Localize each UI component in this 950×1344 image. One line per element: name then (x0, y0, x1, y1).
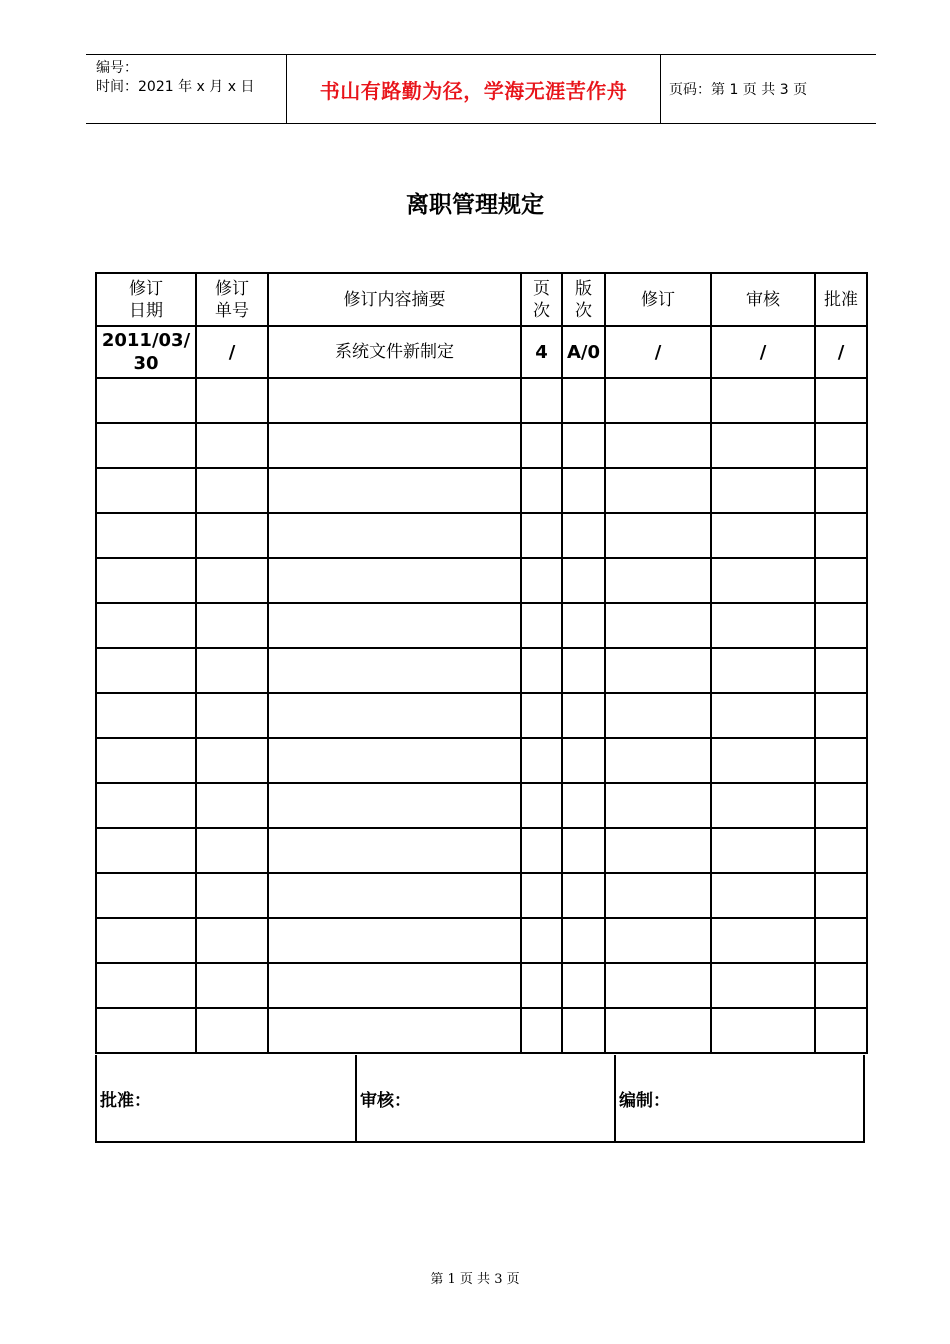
header-divider (660, 55, 661, 123)
cell-approved-by (815, 378, 867, 423)
approval-box (95, 1055, 865, 1143)
cell-approved-by (815, 963, 867, 1008)
cell-pages (521, 1008, 562, 1053)
cell-date (96, 963, 196, 1008)
cell-text: 2011/03/ (101, 330, 191, 351)
table-row (96, 693, 867, 738)
header-meta (96, 59, 286, 97)
cell-version (562, 1008, 605, 1053)
cell-approved-by (815, 738, 867, 783)
cell-order-no: / (196, 326, 268, 378)
cell-order-no (196, 468, 268, 513)
cell-pages (521, 423, 562, 468)
cell-summary (268, 648, 521, 693)
header-approved-by: 批准 (815, 273, 867, 326)
cell-order-no (196, 738, 268, 783)
header-revised-by: 修订 (605, 273, 711, 326)
cell-summary (268, 378, 521, 423)
cell-revised-by (605, 513, 711, 558)
cell-summary (268, 828, 521, 873)
cell-pages (521, 468, 562, 513)
cell-revised-by (605, 873, 711, 918)
document-time-label: 时间：2021 年 x 月 x 日 (96, 79, 255, 95)
table-row (96, 918, 867, 963)
cell-approved-by (815, 603, 867, 648)
table-row (96, 783, 867, 828)
cell-version (562, 423, 605, 468)
cell-reviewed-by (711, 783, 815, 828)
cell-version (562, 873, 605, 918)
cell-reviewed-by (711, 963, 815, 1008)
cell-revised-by (605, 738, 711, 783)
approve-label: 批准： (100, 1090, 151, 1111)
cell-summary (268, 918, 521, 963)
document-number-label: 编号： (96, 60, 138, 76)
cell-approved-by (815, 468, 867, 513)
cell-date (96, 513, 196, 558)
cell-summary: 系统文件新制定 (268, 326, 521, 378)
cell-revised-by (605, 963, 711, 1008)
header-text: 修订 (129, 278, 163, 299)
cell-summary (268, 558, 521, 603)
cell-reviewed-by (711, 603, 815, 648)
cell-date (96, 783, 196, 828)
cell-order-no (196, 918, 268, 963)
header-text: 页 (533, 278, 550, 299)
cell-date (96, 326, 196, 378)
cell-pages (521, 738, 562, 783)
header-version (562, 273, 605, 326)
cell-summary (268, 468, 521, 513)
cell-pages (521, 963, 562, 1008)
cell-text: 30 (133, 353, 159, 374)
cell-approved-by (815, 828, 867, 873)
cell-approved-by (815, 783, 867, 828)
table-row (96, 326, 867, 378)
cell-revised-by (605, 918, 711, 963)
cell-reviewed-by (711, 648, 815, 693)
cell-pages (521, 648, 562, 693)
cell-approved-by (815, 648, 867, 693)
cell-revised-by (605, 783, 711, 828)
table-row (96, 1008, 867, 1053)
cell-version (562, 558, 605, 603)
table-row (96, 873, 867, 918)
cell-revised-by (605, 423, 711, 468)
cell-revised-by: / (605, 326, 711, 378)
cell-pages (521, 603, 562, 648)
cell-summary (268, 738, 521, 783)
cell-order-no (196, 648, 268, 693)
cell-revised-by (605, 1008, 711, 1053)
cell-version (562, 738, 605, 783)
cell-pages (521, 783, 562, 828)
cell-revised-by (605, 648, 711, 693)
cell-reviewed-by (711, 873, 815, 918)
cell-summary (268, 423, 521, 468)
cell-date (96, 468, 196, 513)
cell-reviewed-by (711, 918, 815, 963)
header-text: 单号 (215, 300, 249, 321)
cell-order-no (196, 423, 268, 468)
cell-summary (268, 963, 521, 1008)
cell-version (562, 603, 605, 648)
header-revision-summary: 修订内容摘要 (268, 273, 521, 326)
cell-date (96, 603, 196, 648)
cell-order-no (196, 963, 268, 1008)
cell-date (96, 423, 196, 468)
cell-pages: 4 (521, 326, 562, 378)
cell-date (96, 873, 196, 918)
cell-order-no (196, 783, 268, 828)
cell-revised-by (605, 828, 711, 873)
cell-order-no (196, 603, 268, 648)
table-row (96, 603, 867, 648)
cell-pages (521, 558, 562, 603)
cell-summary (268, 873, 521, 918)
cell-version (562, 693, 605, 738)
cell-reviewed-by (711, 558, 815, 603)
cell-approved-by (815, 558, 867, 603)
cell-version (562, 468, 605, 513)
cell-date (96, 828, 196, 873)
cell-date (96, 378, 196, 423)
header-text: 修订 (215, 278, 249, 299)
cell-approved-by (815, 693, 867, 738)
table-row (96, 468, 867, 513)
cell-version (562, 918, 605, 963)
table-header-row (96, 273, 867, 326)
cell-pages (521, 873, 562, 918)
cell-date (96, 693, 196, 738)
prepare-label: 编制： (619, 1090, 670, 1111)
review-label: 审核： (360, 1090, 411, 1111)
cell-summary (268, 513, 521, 558)
document-header (86, 54, 876, 124)
cell-revised-by (605, 378, 711, 423)
cell-pages (521, 513, 562, 558)
cell-summary (268, 783, 521, 828)
cell-revised-by (605, 558, 711, 603)
header-text: 次 (533, 300, 550, 321)
cell-order-no (196, 558, 268, 603)
page-footer: 第 1 页 共 3 页 (430, 1272, 520, 1287)
table-row (96, 648, 867, 693)
header-text: 日期 (129, 300, 163, 321)
cell-reviewed-by: / (711, 326, 815, 378)
cell-date (96, 648, 196, 693)
cell-pages (521, 828, 562, 873)
cell-order-no (196, 1008, 268, 1053)
cell-revised-by (605, 693, 711, 738)
cell-pages (521, 693, 562, 738)
cell-date (96, 1008, 196, 1053)
revision-table (95, 272, 868, 1054)
cell-date (96, 558, 196, 603)
cell-approved-by (815, 1008, 867, 1053)
cell-reviewed-by (711, 468, 815, 513)
cell-version (562, 513, 605, 558)
table-row (96, 378, 867, 423)
cell-reviewed-by (711, 423, 815, 468)
table-row (96, 963, 867, 1008)
cell-version: A/0 (562, 326, 605, 378)
cell-date (96, 738, 196, 783)
table-row (96, 558, 867, 603)
cell-reviewed-by (711, 513, 815, 558)
cell-order-no (196, 378, 268, 423)
cell-version (562, 378, 605, 423)
cell-order-no (196, 873, 268, 918)
cell-summary (268, 693, 521, 738)
header-revision-order-no (196, 273, 268, 326)
cell-revised-by (605, 603, 711, 648)
table-row (96, 828, 867, 873)
cell-date (96, 918, 196, 963)
header-revision-date (96, 273, 196, 326)
header-text: 次 (575, 300, 592, 321)
cell-approved-by (815, 423, 867, 468)
cell-version (562, 963, 605, 1008)
document-title: 离职管理规定 (406, 192, 544, 218)
header-reviewed-by: 审核 (711, 273, 815, 326)
header-pages (521, 273, 562, 326)
cell-revised-by (605, 468, 711, 513)
cell-approved-by: / (815, 326, 867, 378)
cell-order-no (196, 693, 268, 738)
cell-order-no (196, 513, 268, 558)
cell-version (562, 783, 605, 828)
table-row (96, 738, 867, 783)
header-motto: 书山有路勤为径，学海无涯苦作舟 (319, 78, 628, 103)
cell-approved-by (815, 918, 867, 963)
cell-reviewed-by (711, 693, 815, 738)
table-row (96, 423, 867, 468)
cell-summary (268, 1008, 521, 1053)
cell-pages (521, 378, 562, 423)
cell-approved-by (815, 513, 867, 558)
table-row (96, 513, 867, 558)
cell-pages (521, 918, 562, 963)
cell-summary (268, 603, 521, 648)
cell-order-no (196, 828, 268, 873)
cell-reviewed-by (711, 378, 815, 423)
cell-reviewed-by (711, 828, 815, 873)
cell-version (562, 648, 605, 693)
cell-approved-by (815, 873, 867, 918)
cell-reviewed-by (711, 1008, 815, 1053)
cell-version (562, 828, 605, 873)
header-page-info: 页码：第 1 页 共 3 页 (669, 82, 808, 98)
header-text: 版 (575, 278, 592, 299)
cell-reviewed-by (711, 738, 815, 783)
